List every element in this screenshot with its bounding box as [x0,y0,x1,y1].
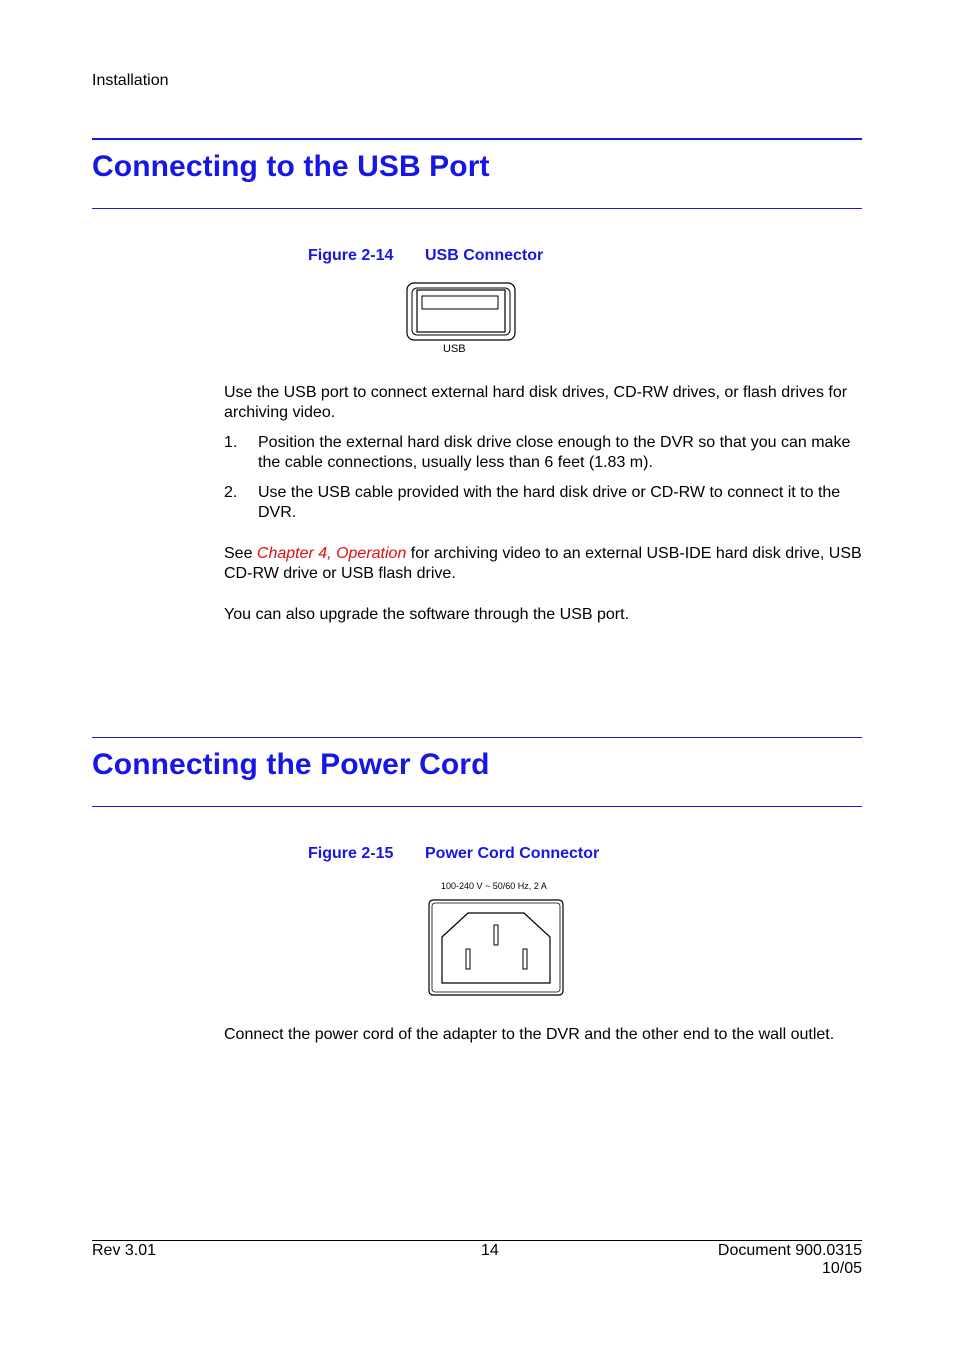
footer-date: 10/05 [821,1260,862,1277]
footer-revision: Rev 3.01 [92,1242,157,1259]
power-rating-label: 100-240 V ~ 50/60 Hz, 2 A [441,881,547,891]
figure-number-power: Figure 2-15 [308,845,394,862]
footer-document-number: Document 900.0315 [717,1242,862,1259]
section-title-usb: Connecting to the USB Port [92,150,490,183]
section-top-rule [92,138,862,140]
list-item-text: Use the USB cable provided with the hard disk drive or CD-RW to connect it to the DVR. [258,484,841,521]
section-bottom-rule [92,806,862,807]
figure-title-power: Power Cord Connector [425,845,600,862]
see-suffix: for archiving video to an external USB-IDE hard disk drive, USB CD-RW drive or USB flash drive. [224,545,862,582]
figure-title-usb: USB Connector [425,247,544,264]
section-bottom-rule [92,208,862,209]
section-top-rule [92,737,862,738]
footer-document-info [718,1242,862,1278]
upgrade-note: You can also upgrade the software through the USB port. [224,606,630,623]
footer-page-number: 14 [481,1242,499,1259]
section-title-power: Connecting the Power Cord [92,748,490,781]
chapter-link[interactable]: Chapter 4, Operation [256,545,407,562]
list-item-text: Position the external hard disk drive close enough to the DVR so that you can make the cable connections, usually less than 6 feet (1.83 m). [258,434,851,471]
footer-rule [92,1240,862,1241]
see-reference-paragraph [224,544,864,584]
figure-number-usb: Figure 2-14 [308,247,394,264]
list-item-number: 1. [224,434,238,451]
list-item-number: 2. [224,484,238,501]
power-instruction: Connect the power cord of the adapter to the DVR and the other end to the wall outlet. [224,1026,835,1043]
see-prefix: See [224,545,257,562]
usb-intro-text: Use the USB port to connect external hard disk drives, CD-RW drives, or flash drives for archiving video. [224,384,848,421]
usb-port-label: USB [443,343,466,355]
power-connector-illustration [426,897,566,999]
running-header: Installation [92,72,169,89]
usb-connector-illustration [404,280,518,344]
